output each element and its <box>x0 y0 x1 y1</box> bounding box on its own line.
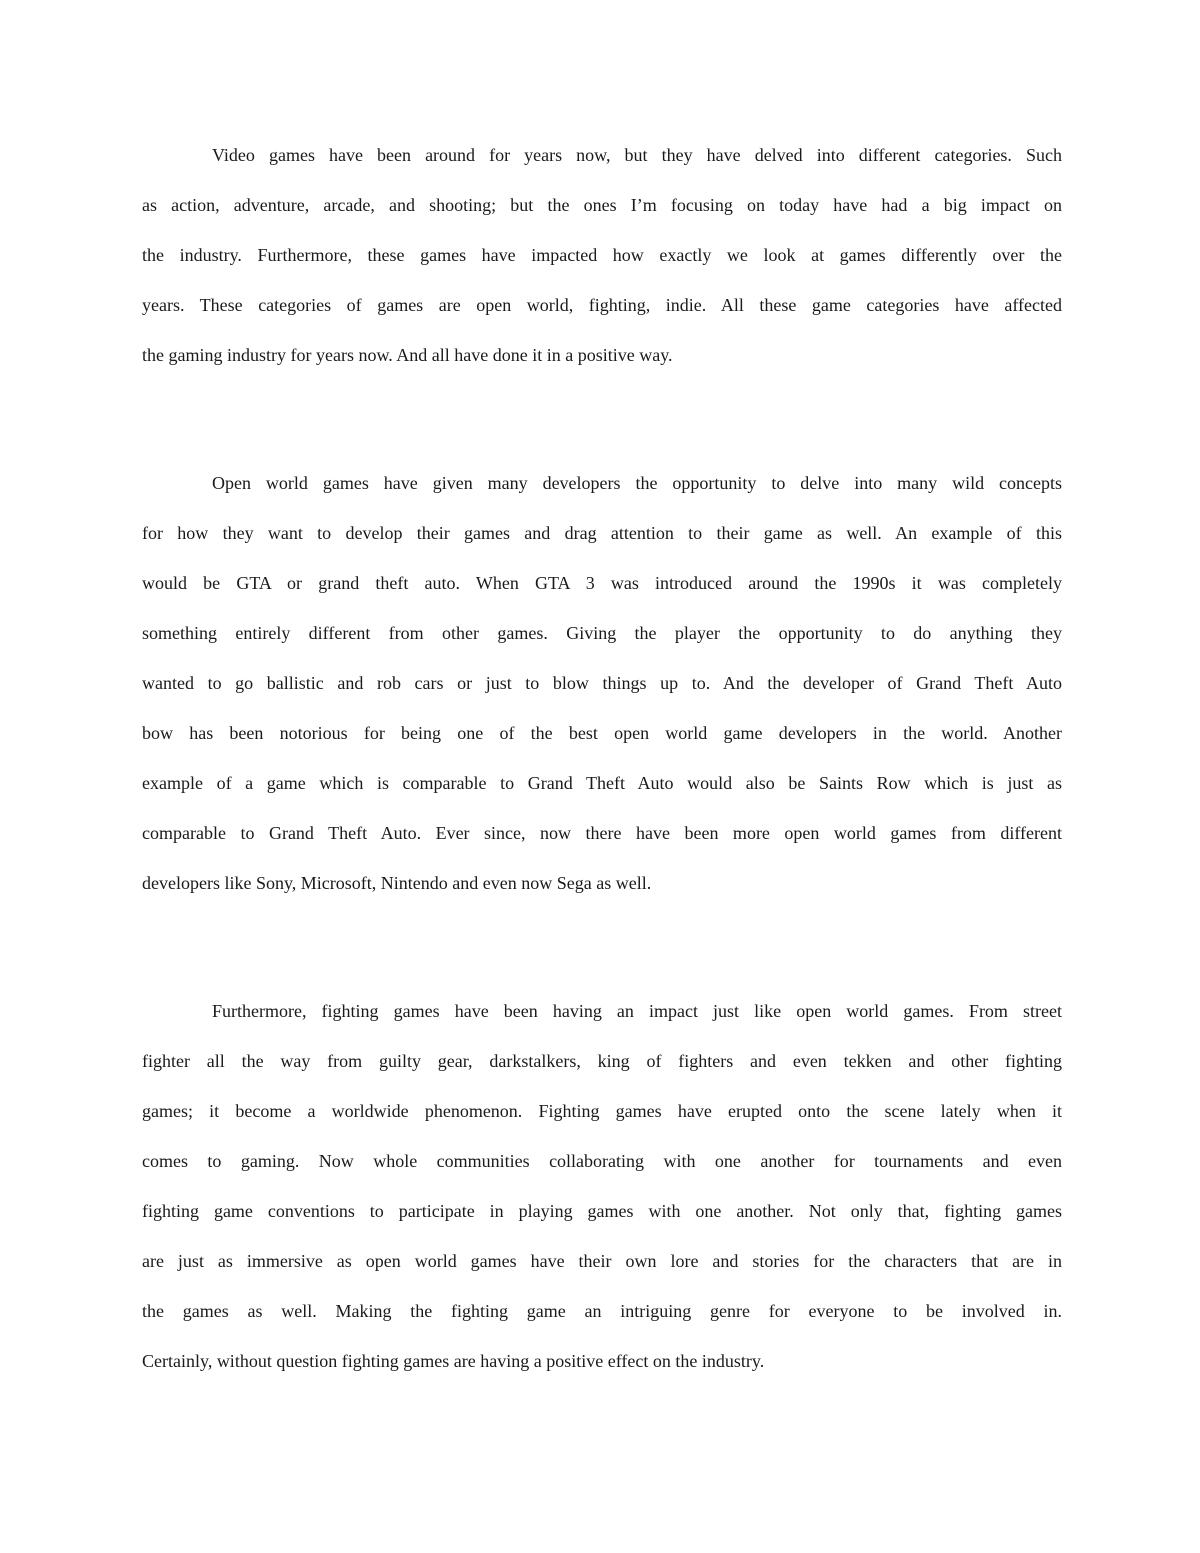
text-line: games; it become a worldwide phenomenon. Fighting games have erupted onto the scene lately when it <box>142 1101 1062 1121</box>
text-line: Open world games have given many developers the opportunity to delve into many wild concepts <box>212 473 1062 493</box>
text-line: developers like Sony, Microsoft, Nintendo and even now Sega as well. <box>142 873 652 893</box>
text-line: for how they want to develop their games and drag attention to their game as well. An example of this <box>142 523 1062 543</box>
text-line: years. These categories of games are open world, fighting, indie. All these game categories have affected <box>142 295 1062 315</box>
paragraph-intro <box>142 130 1062 380</box>
text-line: comparable to Grand Theft Auto. Ever since, now there have been more open world games from different <box>142 823 1062 843</box>
text-line: fighter all the way from guilty gear, darkstalkers, king of fighters and even tekken and other fighting <box>142 1051 1062 1071</box>
text-line: the gaming industry for years now. And all have done it in a positive way. <box>142 345 673 365</box>
text-line: Certainly, without question fighting games are having a positive effect on the industry. <box>142 1351 765 1371</box>
text-line: are just as immersive as open world games have their own lore and stories for the characters that are in <box>142 1251 1062 1271</box>
text-line: bow has been notorious for being one of the best open world game developers in the world. Another <box>142 723 1062 743</box>
text-line: something entirely different from other games. Giving the player the opportunity to do anything they <box>142 623 1062 643</box>
text-line: wanted to go ballistic and rob cars or just to blow things up to. And the developer of Grand Theft Auto <box>142 673 1062 693</box>
text-line: the industry. Furthermore, these games have impacted how exactly we look at games differently over the <box>142 245 1062 265</box>
text-line: Furthermore, fighting games have been having an impact just like open world games. From street <box>212 1001 1062 1021</box>
text-line: Video games have been around for years now, but they have delved into different categories. Such <box>212 145 1062 165</box>
paragraph-fighting <box>142 986 1062 1386</box>
paragraph-open-world <box>142 458 1062 908</box>
text-line: comes to gaming. Now whole communities collaborating with one another for tournaments and even <box>142 1151 1062 1171</box>
text-line: as action, adventure, arcade, and shooting; but the ones I’m focusing on today have had a big impact on <box>142 195 1062 215</box>
text-line: example of a game which is comparable to Grand Theft Auto would also be Saints Row which is just as <box>142 773 1062 793</box>
text-line: fighting game conventions to participate in playing games with one another. Not only that, fighting games <box>142 1201 1062 1221</box>
text-line: would be GTA or grand theft auto. When GTA 3 was introduced around the 1990s it was completely <box>142 573 1062 593</box>
text-line: the games as well. Making the fighting game an intriguing genre for everyone to be involved in. <box>142 1301 1062 1321</box>
